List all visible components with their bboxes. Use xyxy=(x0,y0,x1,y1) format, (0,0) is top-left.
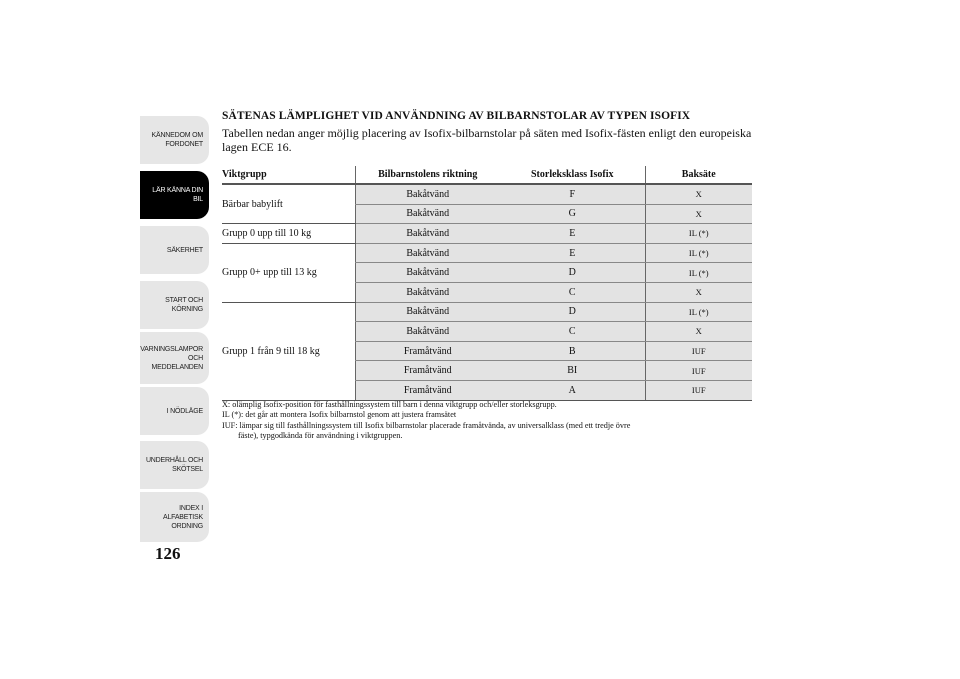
cell-storleksklass: E xyxy=(500,243,645,263)
table-header-row xyxy=(222,166,752,184)
sidebar-tab-label: I NÖDLÄGE xyxy=(166,407,203,415)
isofix-suitability-table xyxy=(222,166,752,401)
cell-riktning: Bakåtvänd xyxy=(355,184,500,204)
header-riktning: Bilbarnstolens riktning xyxy=(355,166,500,184)
cell-riktning: Framåtvänd xyxy=(355,341,500,361)
footnotes xyxy=(222,400,762,442)
sidebar-tab-sakerhet[interactable] xyxy=(140,226,209,274)
cell-storleksklass: C xyxy=(500,322,645,342)
cell-baksate: IL (*) xyxy=(645,224,752,244)
table-row xyxy=(222,302,752,322)
cell-baksate: X xyxy=(645,184,752,204)
cell-baksate: IL (*) xyxy=(645,243,752,263)
table-row xyxy=(222,224,752,244)
table-row xyxy=(222,184,752,204)
sidebar-tab-kannedom-om-fordonet[interactable] xyxy=(140,116,209,164)
sidebar-tab-lar-kanna-din-bil[interactable] xyxy=(140,171,209,219)
sidebar-tab-label: KÄNNEDOM OM FORDONET xyxy=(151,132,203,148)
section-title: SÄTENAS LÄMPLIGHET VID ANVÄNDNING AV BILBARNSTOLAR AV TYPEN ISOFIX xyxy=(222,110,691,122)
sidebar-tab-varningslampor[interactable] xyxy=(140,332,209,384)
sidebar-tab-label: START OCH KÖRNING xyxy=(165,297,203,313)
sidebar-tab-label: VARNINGSLAMPOR OCH MEDDELANDEN xyxy=(140,345,203,371)
sidebar-tab-index[interactable] xyxy=(140,492,209,542)
sidebar-tab-label: LÄR KÄNNA DIN BIL xyxy=(152,187,203,203)
cell-storleksklass: BI xyxy=(500,361,645,381)
cell-riktning: Bakåtvänd xyxy=(355,302,500,322)
sidebar-tab-label: SÄKERHET xyxy=(166,246,203,254)
footnote-iuf: IUF: lämpar sig till fasthållningssystem till Isofix bilbarnstolar placerade framåtvända, av universalklass (med ett tredje övre xyxy=(222,420,631,430)
cell-riktning: Bakåtvänd xyxy=(355,224,500,244)
cell-riktning: Bakåtvänd xyxy=(355,322,500,342)
header-baksate: Baksäte xyxy=(645,166,752,184)
footnote-x: X: olämplig Isofix-position för fasthållningssystem till barn i denna viktgrupp och/eller storleksgrupp. xyxy=(222,400,557,409)
sidebar-tab-underhall-och-skotsel[interactable] xyxy=(140,441,209,489)
cell-riktning: Bakåtvänd xyxy=(355,243,500,263)
group-label: Bärbar babylift xyxy=(222,184,355,224)
cell-storleksklass: D xyxy=(500,263,645,283)
cell-storleksklass: F xyxy=(500,184,645,204)
cell-baksate: X xyxy=(645,204,752,224)
cell-baksate: IL (*) xyxy=(645,263,752,283)
sidebar-tab-i-nodlage[interactable] xyxy=(140,387,209,435)
cell-storleksklass: C xyxy=(500,282,645,302)
cell-baksate: IUF xyxy=(645,361,752,381)
cell-baksate: X xyxy=(645,322,752,342)
page-number: 126 xyxy=(155,544,181,563)
group-label: Grupp 0+ upp till 13 kg xyxy=(222,243,355,302)
cell-riktning: Bakåtvänd xyxy=(355,282,500,302)
footnote-il: IL (*): det går att montera Isofix bilbarnstol genom att justera framsätet xyxy=(222,410,457,420)
cell-storleksklass: G xyxy=(500,204,645,224)
cell-riktning: Framåtvänd xyxy=(355,380,500,400)
group-label: Grupp 0 upp till 10 kg xyxy=(222,224,355,244)
footnote-iuf-continued: fäste), typgodkända för användning i viktgruppen. xyxy=(238,431,403,441)
cell-storleksklass: B xyxy=(500,341,645,361)
cell-baksate: X xyxy=(645,282,752,302)
cell-baksate: IUF xyxy=(645,380,752,400)
cell-storleksklass: D xyxy=(500,302,645,322)
sidebar-tab-label: UNDERHÅLL OCH SKÖTSEL xyxy=(145,457,203,473)
sidebar-tab-start-och-korning[interactable] xyxy=(140,281,209,329)
group-label: Grupp 1 från 9 till 18 kg xyxy=(222,302,355,400)
cell-storleksklass: E xyxy=(500,224,645,244)
sidebar-tab-label: INDEX I ALFABETISK ORDNING xyxy=(162,504,203,530)
cell-baksate: IUF xyxy=(645,341,752,361)
cell-baksate: IL (*) xyxy=(645,302,752,322)
cell-riktning: Framåtvänd xyxy=(355,361,500,381)
intro-paragraph: Tabellen nedan anger möjlig placering av Isofix-bilbarnstolar på säten med Isofix-fästen enligt den europeiska lagen ECE 16. xyxy=(222,126,752,154)
cell-riktning: Bakåtvänd xyxy=(355,263,500,283)
header-viktgrupp: Viktgrupp xyxy=(222,166,355,184)
table-row xyxy=(222,243,752,263)
cell-riktning: Bakåtvänd xyxy=(355,204,500,224)
cell-storleksklass: A xyxy=(500,380,645,400)
header-storleksklass: Storleksklass Isofix xyxy=(500,166,645,184)
